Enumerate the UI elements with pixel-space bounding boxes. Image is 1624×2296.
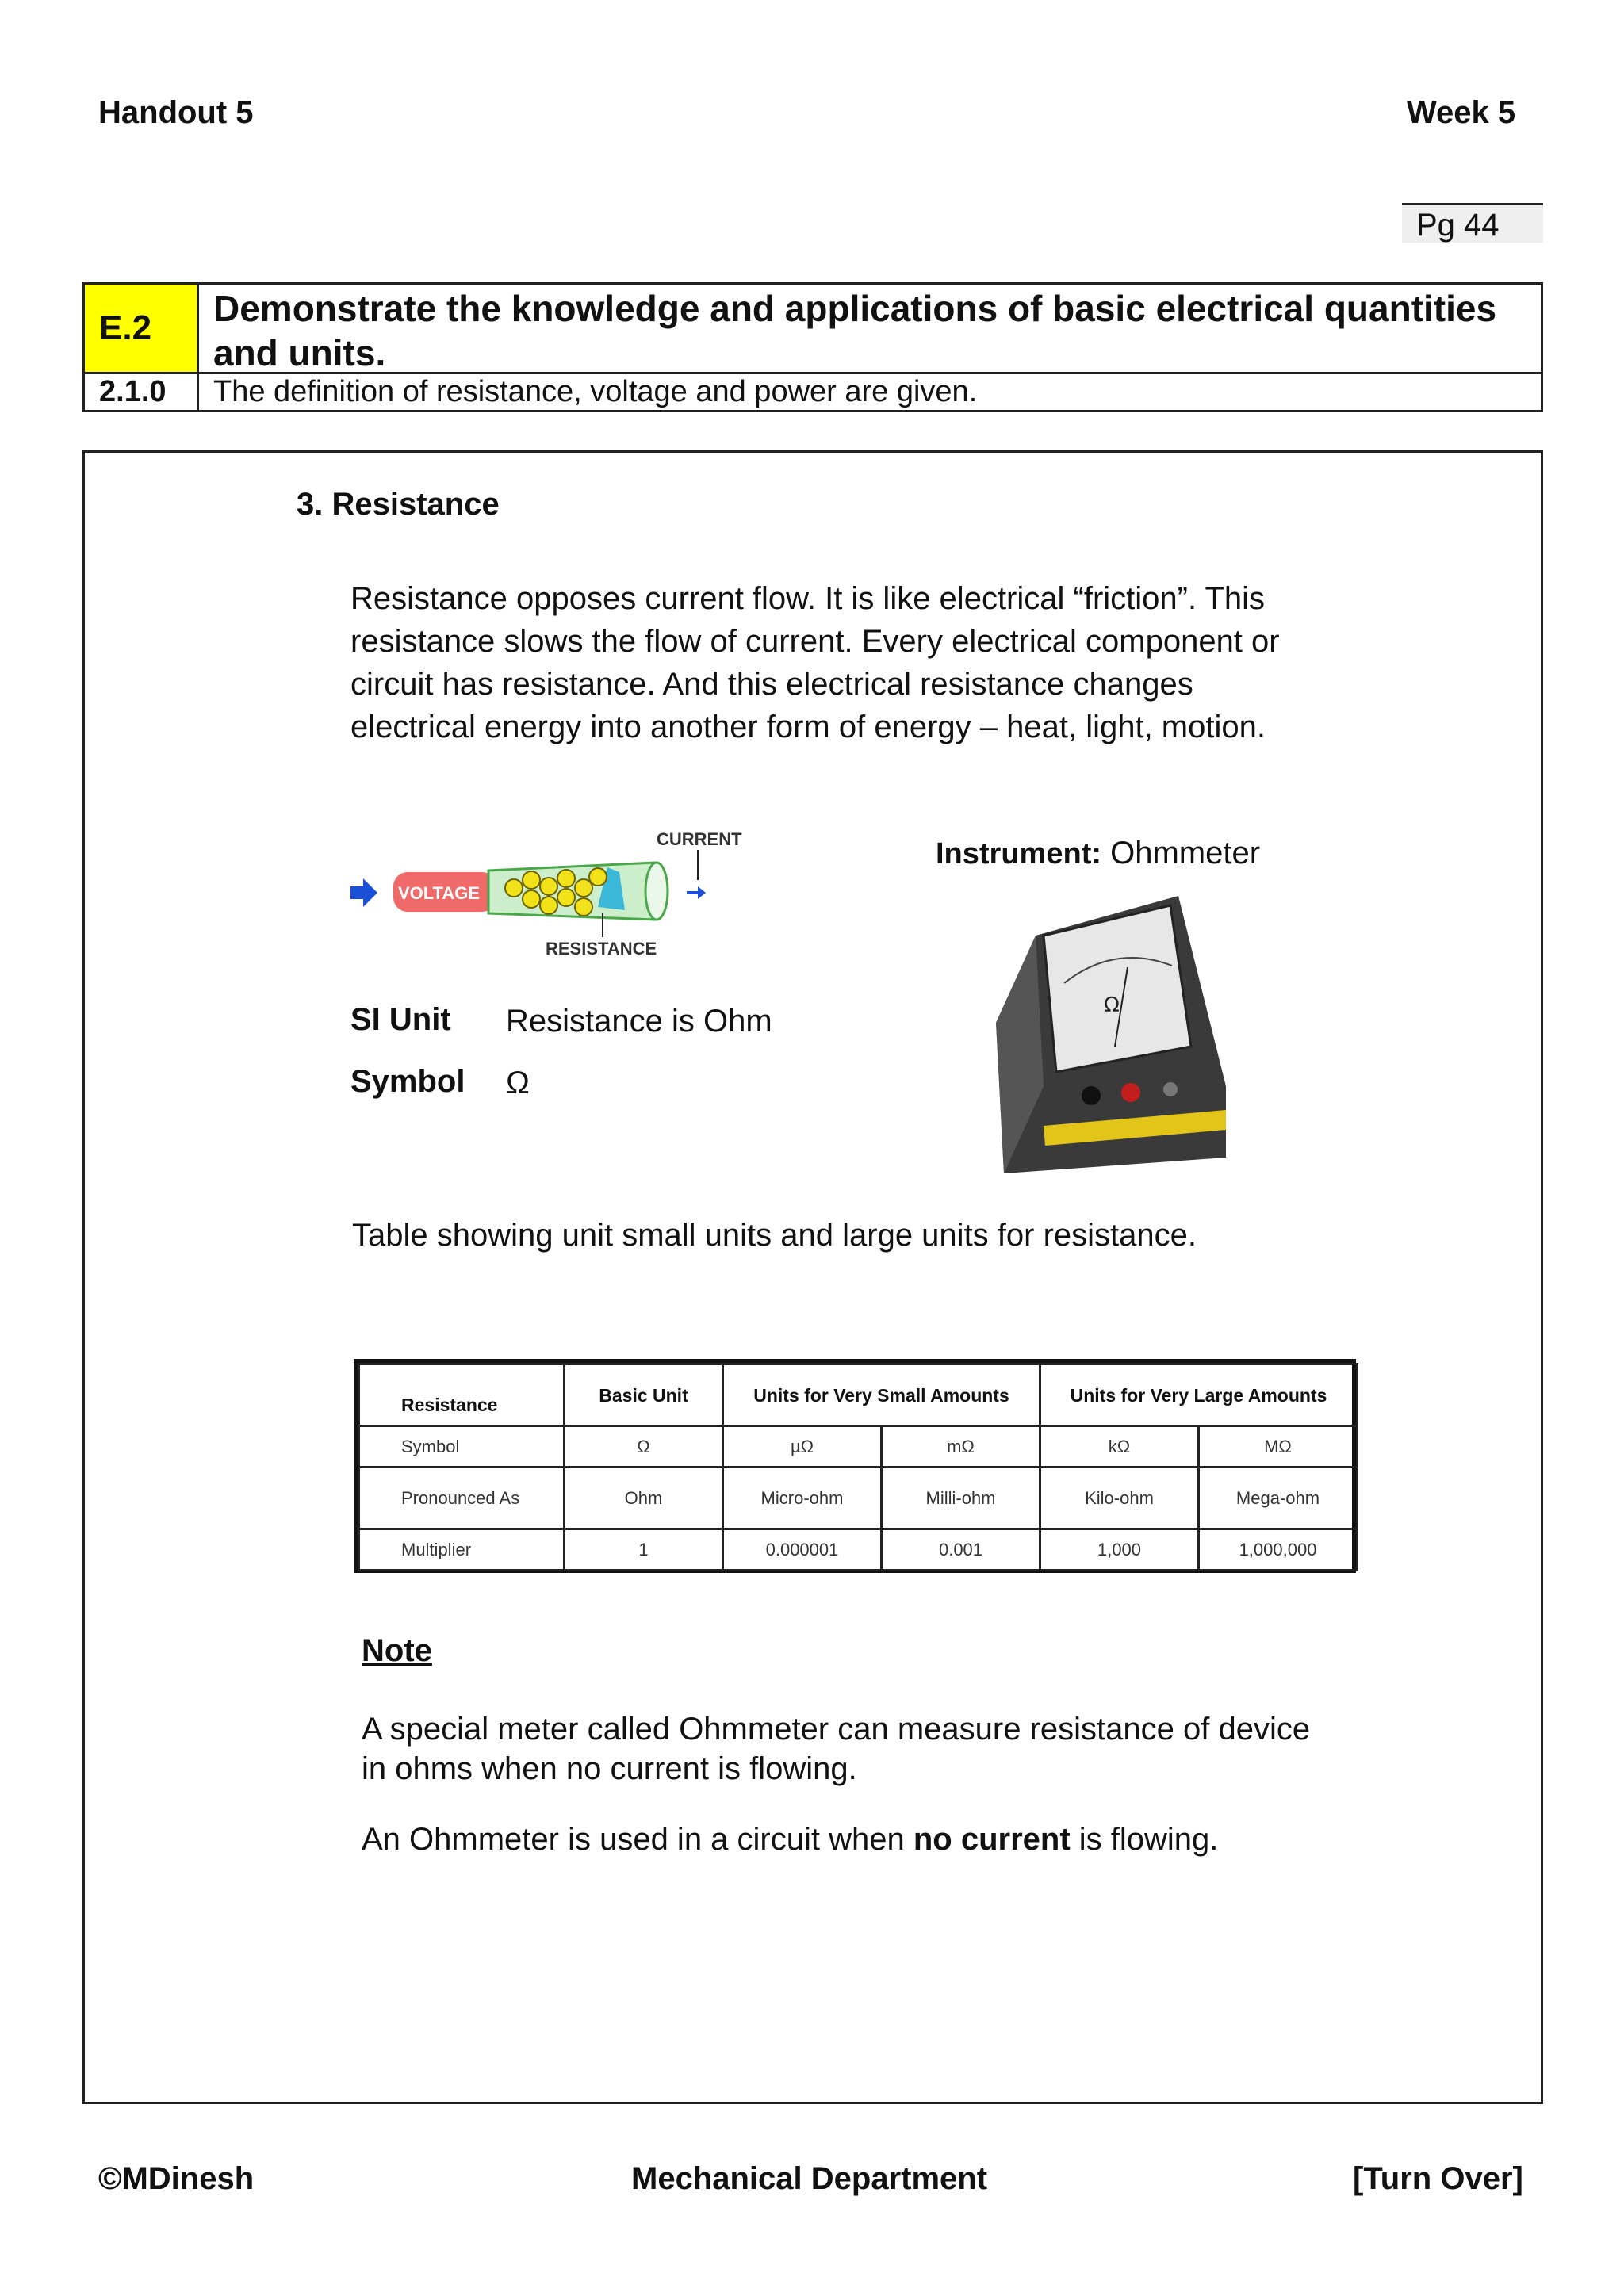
symbol-value: Ω	[506, 1066, 530, 1100]
intro-line: Resistance opposes current flow. It is like electrical “friction”. This	[350, 581, 1266, 616]
si-unit-label: SI Unit	[350, 1002, 451, 1037]
flow-arrow-icon	[350, 878, 377, 907]
table-cell: Kilo-ohm	[1040, 1468, 1199, 1529]
table-row	[359, 1468, 1358, 1529]
table-cell: 1,000	[1040, 1529, 1199, 1571]
outcome-subcode: 2.1.0	[85, 374, 199, 410]
week-label: Week 5	[1407, 95, 1516, 130]
note-emphasis: no current	[913, 1822, 1071, 1857]
section-heading: 3. Resistance	[297, 487, 500, 522]
note-line-3	[362, 1822, 1218, 1858]
table-row	[359, 1426, 1358, 1468]
table-cell: 1	[565, 1529, 723, 1571]
note-paragraph	[362, 1709, 1310, 1789]
table-cell: Micro-ohm	[723, 1468, 882, 1529]
resistance-diagram	[346, 825, 758, 967]
intro-line: electrical energy into another form of energy – heat, light, motion.	[350, 710, 1266, 744]
outcome-subrow	[85, 372, 1541, 410]
row-label: Multiplier	[359, 1529, 565, 1571]
instrument-value: Ohmmeter	[1110, 836, 1261, 871]
page-number: Pg 44	[1402, 203, 1543, 243]
outcome-code: E.2	[85, 285, 199, 372]
instrument-line	[936, 836, 1260, 871]
table-header-row	[359, 1364, 1358, 1426]
note-line: A special meter called Ohmmeter can measure resistance of device	[362, 1712, 1311, 1747]
row-label: Pronounced As	[359, 1468, 565, 1529]
table-cell: 0.000001	[723, 1529, 882, 1571]
header-basic-unit: Basic Unit	[565, 1364, 723, 1426]
note-line: in ohms when no current is flowing.	[362, 1751, 857, 1786]
instrument-label: Instrument:	[936, 837, 1101, 871]
table-cell: 0.001	[882, 1529, 1040, 1571]
outcome-subtext: The definition of resistance, voltage and power are given.	[213, 375, 978, 408]
table-cell: MΩ	[1199, 1426, 1358, 1468]
note-text: An Ohmmeter is used in a circuit when	[362, 1822, 914, 1857]
si-unit-value: Resistance is Ohm	[506, 1004, 772, 1039]
symbol-label: Symbol	[350, 1064, 465, 1099]
table-cell: Ohm	[565, 1468, 723, 1529]
ohmmeter-image	[988, 888, 1242, 1181]
row-label: Symbol	[359, 1426, 565, 1468]
table-cell: 1,000,000	[1199, 1529, 1358, 1571]
note-title: Note	[362, 1633, 432, 1668]
table-row	[359, 1529, 1358, 1571]
table-cell: Milli-ohm	[882, 1468, 1040, 1529]
note-text: is flowing.	[1070, 1822, 1219, 1857]
units-table	[354, 1359, 1356, 1573]
footer-department: Mechanical Department	[631, 2161, 988, 2196]
header-resistance: Resistance	[359, 1364, 565, 1426]
table-cell: kΩ	[1040, 1426, 1199, 1468]
table-cell: Ω	[565, 1426, 723, 1468]
footer-turn-over: [Turn Over]	[1353, 2161, 1523, 2196]
outcome-table	[82, 282, 1543, 412]
diagram-voltage-label: VOLTAGE	[398, 883, 481, 903]
meter-symbol: Ω	[1104, 993, 1120, 1017]
diagram-current-label: CURRENT	[657, 829, 742, 849]
table-cell: µΩ	[723, 1426, 882, 1468]
outcome-title: Demonstrate the knowledge and applications of basic electrical quantities and units.	[213, 288, 1497, 373]
intro-line: resistance slows the flow of current. Every electrical component or	[350, 624, 1280, 659]
header-small-units: Units for Very Small Amounts	[723, 1364, 1040, 1426]
table-caption: Table showing unit small units and large units for resistance.	[352, 1218, 1197, 1253]
table-cell: Mega-ohm	[1199, 1468, 1358, 1529]
diagram-resistance-label: RESISTANCE	[546, 939, 657, 959]
table-cell: mΩ	[882, 1426, 1040, 1468]
handout-label: Handout 5	[98, 95, 254, 130]
header-large-units: Units for Very Large Amounts	[1040, 1364, 1358, 1426]
footer-copyright: ©MDinesh	[98, 2161, 255, 2196]
intro-paragraph	[350, 577, 1397, 748]
intro-line: circuit has resistance. And this electrical resistance changes	[350, 667, 1193, 702]
